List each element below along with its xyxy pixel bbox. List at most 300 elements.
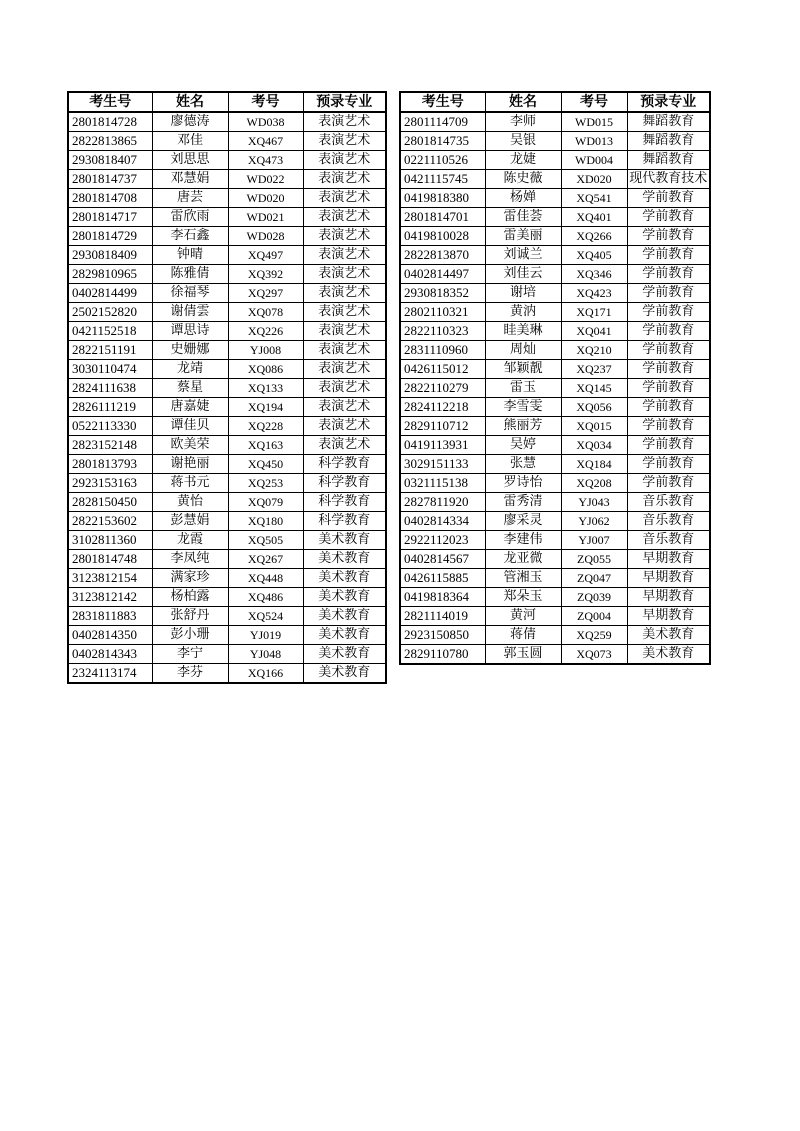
cell-exam-id: 0419810028: [400, 227, 485, 246]
cell-name: 吴银: [485, 132, 561, 151]
table-row: [400, 398, 710, 417]
cell-exam-number: YJ043: [561, 493, 627, 512]
table-row: [400, 645, 710, 665]
cell-exam-number: XQ401: [561, 208, 627, 227]
table-row: [68, 569, 386, 588]
cell-exam-id: 2827811920: [400, 493, 485, 512]
cell-exam-number: XQ266: [561, 227, 627, 246]
table-row: [68, 379, 386, 398]
header-exam-id: 考生号: [68, 92, 152, 112]
cell-name: 雷佳荟: [485, 208, 561, 227]
cell-exam-number: YJ062: [561, 512, 627, 531]
table-row: [68, 170, 386, 189]
table-row: [400, 626, 710, 645]
cell-exam-id: 2822110279: [400, 379, 485, 398]
cell-name: 郭玉圆: [485, 645, 561, 665]
cell-exam-number: XQ041: [561, 322, 627, 341]
cell-exam-id: 0421152518: [68, 322, 152, 341]
cell-major: 学前教育: [627, 360, 710, 379]
cell-name: 邹颖靓: [485, 360, 561, 379]
cell-exam-number: XQ056: [561, 398, 627, 417]
table-row: [68, 112, 386, 132]
cell-exam-number: XQ253: [228, 474, 303, 493]
cell-exam-number: XQ184: [561, 455, 627, 474]
cell-exam-number: XQ078: [228, 303, 303, 322]
cell-exam-id: 0221110526: [400, 151, 485, 170]
cell-name: 管湘玉: [485, 569, 561, 588]
cell-exam-id: 2826111219: [68, 398, 152, 417]
cell-major: 美术教育: [303, 569, 386, 588]
cell-exam-number: WD004: [561, 151, 627, 170]
cell-name: 李建伟: [485, 531, 561, 550]
cell-exam-id: 0419818364: [400, 588, 485, 607]
cell-major: 科学教育: [303, 493, 386, 512]
cell-name: 谢艳丽: [152, 455, 228, 474]
cell-name: 钟晴: [152, 246, 228, 265]
cell-major: 美术教育: [303, 550, 386, 569]
cell-exam-number: XQ133: [228, 379, 303, 398]
cell-name: 谢倩雲: [152, 303, 228, 322]
table-row: [400, 512, 710, 531]
cell-exam-number: ZQ039: [561, 588, 627, 607]
cell-exam-number: XQ145: [561, 379, 627, 398]
cell-name: 彭慧娟: [152, 512, 228, 531]
cell-exam-number: XQ171: [561, 303, 627, 322]
cell-major: 美术教育: [303, 645, 386, 664]
cell-major: 早期教育: [627, 607, 710, 626]
cell-major: 表演艺术: [303, 265, 386, 284]
table-row: [68, 512, 386, 531]
cell-name: 刘诚兰: [485, 246, 561, 265]
table-row: [400, 360, 710, 379]
table-row: [400, 607, 710, 626]
cell-exam-id: 0402814567: [400, 550, 485, 569]
table-row: [68, 531, 386, 550]
cell-major: 表演艺术: [303, 303, 386, 322]
cell-exam-number: XQ226: [228, 322, 303, 341]
cell-exam-id: 0402814497: [400, 265, 485, 284]
cell-exam-number: XD020: [561, 170, 627, 189]
cell-exam-id: 0402814334: [400, 512, 485, 531]
cell-major: 学前教育: [627, 341, 710, 360]
cell-major: 表演艺术: [303, 112, 386, 132]
cell-exam-id: 3123812154: [68, 569, 152, 588]
table-row: [68, 322, 386, 341]
cell-major: 学前教育: [627, 455, 710, 474]
cell-major: 表演艺术: [303, 208, 386, 227]
cell-exam-number: XQ346: [561, 265, 627, 284]
header-major: 预录专业: [627, 92, 710, 112]
cell-name: 周灿: [485, 341, 561, 360]
cell-name: 龙婕: [485, 151, 561, 170]
cell-exam-id: 0426115012: [400, 360, 485, 379]
cell-name: 谭思诗: [152, 322, 228, 341]
cell-exam-number: WD015: [561, 112, 627, 132]
cell-exam-number: XQ423: [561, 284, 627, 303]
cell-exam-number: YJ007: [561, 531, 627, 550]
table-row: [400, 436, 710, 455]
cell-exam-id: 0402814499: [68, 284, 152, 303]
cell-major: 学前教育: [627, 227, 710, 246]
cell-major: 科学教育: [303, 455, 386, 474]
header-exam-id: 考生号: [400, 92, 485, 112]
table-row: [68, 303, 386, 322]
table-row: [400, 588, 710, 607]
cell-exam-number: XQ450: [228, 455, 303, 474]
cell-name: 彭小珊: [152, 626, 228, 645]
table-row: [68, 645, 386, 664]
cell-name: 刘思思: [152, 151, 228, 170]
cell-exam-id: 2930818409: [68, 246, 152, 265]
cell-exam-id: 0426115885: [400, 569, 485, 588]
cell-exam-id: 2822813865: [68, 132, 152, 151]
cell-major: 美术教育: [627, 626, 710, 645]
cell-exam-id: 2923150850: [400, 626, 485, 645]
cell-exam-number: XQ259: [561, 626, 627, 645]
cell-name: 罗诗怡: [485, 474, 561, 493]
cell-exam-number: XQ473: [228, 151, 303, 170]
cell-name: 龙靖: [152, 360, 228, 379]
table-row: [68, 550, 386, 569]
cell-major: 表演艺术: [303, 379, 386, 398]
table-row: [400, 189, 710, 208]
cell-major: 早期教育: [627, 588, 710, 607]
cell-exam-id: 2930818352: [400, 284, 485, 303]
header-exam-number: 考号: [561, 92, 627, 112]
cell-name: 熊丽芳: [485, 417, 561, 436]
table-row: [68, 474, 386, 493]
cell-exam-id: 3029151133: [400, 455, 485, 474]
cell-major: 学前教育: [627, 436, 710, 455]
table-body-left: [68, 112, 386, 683]
cell-major: 表演艺术: [303, 132, 386, 151]
cell-exam-number: XQ180: [228, 512, 303, 531]
cell-exam-id: 0421115745: [400, 170, 485, 189]
table-row: [68, 398, 386, 417]
cell-name: 张慧: [485, 455, 561, 474]
table-row: [68, 493, 386, 512]
cell-major: 表演艺术: [303, 398, 386, 417]
cell-exam-number: XQ208: [561, 474, 627, 493]
table-row: [400, 112, 710, 132]
cell-major: 表演艺术: [303, 284, 386, 303]
cell-exam-id: 0402814343: [68, 645, 152, 664]
cell-exam-id: 0419818380: [400, 189, 485, 208]
cell-name: 吴婷: [485, 436, 561, 455]
cell-exam-id: 2824111638: [68, 379, 152, 398]
cell-exam-number: ZQ055: [561, 550, 627, 569]
cell-exam-id: 2822153602: [68, 512, 152, 531]
header-name: 姓名: [485, 92, 561, 112]
cell-exam-id: 2822813870: [400, 246, 485, 265]
cell-exam-id: 2930818407: [68, 151, 152, 170]
table-row: [400, 246, 710, 265]
table-body-right: [400, 112, 710, 664]
cell-name: 满家珍: [152, 569, 228, 588]
cell-exam-id: 2831811883: [68, 607, 152, 626]
cell-exam-number: WD021: [228, 208, 303, 227]
cell-major: 学前教育: [627, 208, 710, 227]
table-row: [400, 417, 710, 436]
cell-name: 雷秀清: [485, 493, 561, 512]
cell-name: 蒋书元: [152, 474, 228, 493]
table-row: [68, 227, 386, 246]
cell-exam-number: WD013: [561, 132, 627, 151]
cell-major: 表演艺术: [303, 227, 386, 246]
table-row: [68, 360, 386, 379]
cell-name: 雷美丽: [485, 227, 561, 246]
cell-exam-number: ZQ047: [561, 569, 627, 588]
cell-major: 科学教育: [303, 474, 386, 493]
cell-name: 蒋倩: [485, 626, 561, 645]
cell-major: 学前教育: [627, 265, 710, 284]
cell-name: 陈史薇: [485, 170, 561, 189]
cell-major: 美术教育: [303, 626, 386, 645]
cell-major: 舞蹈教育: [627, 132, 710, 151]
cell-exam-number: XQ086: [228, 360, 303, 379]
cell-exam-number: XQ392: [228, 265, 303, 284]
table-row: [400, 550, 710, 569]
table-row: [400, 151, 710, 170]
table-row: [68, 417, 386, 436]
table-row: [68, 664, 386, 684]
header-exam-number: 考号: [228, 92, 303, 112]
cell-exam-id: 3123812142: [68, 588, 152, 607]
cell-major: 早期教育: [627, 550, 710, 569]
cell-exam-id: 2801813793: [68, 455, 152, 474]
cell-exam-number: XQ505: [228, 531, 303, 550]
cell-exam-number: XQ497: [228, 246, 303, 265]
cell-exam-id: 2801814748: [68, 550, 152, 569]
cell-major: 学前教育: [627, 474, 710, 493]
table-row: [68, 588, 386, 607]
cell-major: 表演艺术: [303, 360, 386, 379]
cell-exam-id: 2801114709: [400, 112, 485, 132]
cell-name: 雷玉: [485, 379, 561, 398]
cell-exam-number: YJ048: [228, 645, 303, 664]
cell-exam-id: 2324113174: [68, 664, 152, 684]
table-row: [400, 132, 710, 151]
cell-name: 徐福琴: [152, 284, 228, 303]
table-row: [68, 626, 386, 645]
cell-major: 表演艺术: [303, 436, 386, 455]
table-row: [400, 379, 710, 398]
cell-exam-id: 0522113330: [68, 417, 152, 436]
cell-exam-number: XQ210: [561, 341, 627, 360]
cell-exam-id: 2801814735: [400, 132, 485, 151]
cell-name: 唐芸: [152, 189, 228, 208]
cell-exam-id: 2801814717: [68, 208, 152, 227]
table-row: [400, 455, 710, 474]
admission-table-right: [399, 91, 711, 665]
cell-name: 李雪雯: [485, 398, 561, 417]
table-row: [68, 341, 386, 360]
cell-exam-id: 2922112023: [400, 531, 485, 550]
cell-exam-number: XQ194: [228, 398, 303, 417]
cell-name: 谭佳贝: [152, 417, 228, 436]
cell-exam-id: 2801814729: [68, 227, 152, 246]
cell-name: 陈雅倩: [152, 265, 228, 284]
cell-major: 音乐教育: [627, 531, 710, 550]
table-row: [68, 132, 386, 151]
cell-major: 学前教育: [627, 398, 710, 417]
cell-exam-id: 2821114019: [400, 607, 485, 626]
cell-major: 美术教育: [627, 645, 710, 665]
cell-name: 谢培: [485, 284, 561, 303]
cell-name: 蔡星: [152, 379, 228, 398]
cell-name: 邓佳: [152, 132, 228, 151]
cell-name: 史姗娜: [152, 341, 228, 360]
cell-exam-number: XQ297: [228, 284, 303, 303]
cell-name: 李师: [485, 112, 561, 132]
cell-exam-id: 2801814708: [68, 189, 152, 208]
cell-major: 表演艺术: [303, 322, 386, 341]
table-row: [400, 265, 710, 284]
cell-exam-id: 2824112218: [400, 398, 485, 417]
cell-major: 现代教育技术: [627, 170, 710, 189]
cell-major: 美术教育: [303, 607, 386, 626]
cell-name: 黄汭: [485, 303, 561, 322]
table-header-row: [400, 92, 710, 112]
cell-name: 李石鑫: [152, 227, 228, 246]
cell-name: 廖采灵: [485, 512, 561, 531]
cell-name: 张舒丹: [152, 607, 228, 626]
cell-exam-number: XQ448: [228, 569, 303, 588]
cell-major: 舞蹈教育: [627, 151, 710, 170]
table-row: [400, 208, 710, 227]
cell-name: 李芬: [152, 664, 228, 684]
cell-name: 眭美琳: [485, 322, 561, 341]
cell-exam-id: 2802110321: [400, 303, 485, 322]
cell-name: 刘佳云: [485, 265, 561, 284]
cell-major: 表演艺术: [303, 341, 386, 360]
table-row: [68, 284, 386, 303]
table-row: [68, 607, 386, 626]
table-row: [400, 284, 710, 303]
cell-exam-number: XQ405: [561, 246, 627, 265]
cell-exam-number: XQ166: [228, 664, 303, 684]
cell-major: 学前教育: [627, 303, 710, 322]
cell-exam-id: 2822110323: [400, 322, 485, 341]
cell-name: 李宁: [152, 645, 228, 664]
cell-name: 龙霞: [152, 531, 228, 550]
cell-major: 表演艺术: [303, 151, 386, 170]
cell-exam-id: 0402814350: [68, 626, 152, 645]
cell-exam-number: XQ228: [228, 417, 303, 436]
cell-exam-number: XQ267: [228, 550, 303, 569]
cell-exam-id: 2801814737: [68, 170, 152, 189]
cell-exam-number: XQ486: [228, 588, 303, 607]
cell-exam-id: 2829110712: [400, 417, 485, 436]
cell-name: 邓慧娟: [152, 170, 228, 189]
cell-exam-id: 2502152820: [68, 303, 152, 322]
cell-major: 美术教育: [303, 664, 386, 684]
cell-name: 欧美荣: [152, 436, 228, 455]
cell-exam-number: XQ467: [228, 132, 303, 151]
cell-major: 美术教育: [303, 588, 386, 607]
cell-exam-number: WD022: [228, 170, 303, 189]
cell-exam-id: 2831110960: [400, 341, 485, 360]
table-row: [68, 436, 386, 455]
cell-major: 学前教育: [627, 379, 710, 398]
cell-exam-number: XQ073: [561, 645, 627, 665]
cell-name: 郑朵玉: [485, 588, 561, 607]
cell-name: 唐嘉婕: [152, 398, 228, 417]
table-row: [400, 531, 710, 550]
cell-exam-number: XQ541: [561, 189, 627, 208]
table-row: [68, 208, 386, 227]
cell-name: 黄河: [485, 607, 561, 626]
cell-exam-number: ZQ004: [561, 607, 627, 626]
cell-major: 音乐教育: [627, 493, 710, 512]
cell-name: 李凤纯: [152, 550, 228, 569]
cell-name: 廖德涛: [152, 112, 228, 132]
cell-exam-number: WD020: [228, 189, 303, 208]
cell-exam-id: 2829810965: [68, 265, 152, 284]
cell-exam-number: XQ237: [561, 360, 627, 379]
cell-name: 龙亚微: [485, 550, 561, 569]
table-row: [400, 322, 710, 341]
cell-major: 表演艺术: [303, 170, 386, 189]
cell-exam-number: XQ015: [561, 417, 627, 436]
cell-major: 学前教育: [627, 284, 710, 303]
table-row: [68, 265, 386, 284]
cell-major: 学前教育: [627, 246, 710, 265]
cell-exam-id: 0321115138: [400, 474, 485, 493]
cell-exam-number: YJ019: [228, 626, 303, 645]
cell-name: 雷欣雨: [152, 208, 228, 227]
cell-major: 科学教育: [303, 512, 386, 531]
header-major: 预录专业: [303, 92, 386, 112]
cell-exam-id: 2828150450: [68, 493, 152, 512]
cell-exam-number: XQ034: [561, 436, 627, 455]
cell-exam-id: 2801814701: [400, 208, 485, 227]
cell-name: 杨柏露: [152, 588, 228, 607]
cell-exam-id: 2923153163: [68, 474, 152, 493]
cell-major: 学前教育: [627, 189, 710, 208]
table-row: [68, 189, 386, 208]
table-row: [400, 303, 710, 322]
cell-exam-number: YJ008: [228, 341, 303, 360]
table-row: [400, 474, 710, 493]
cell-major: 表演艺术: [303, 417, 386, 436]
table-row: [68, 455, 386, 474]
cell-name: 杨婵: [485, 189, 561, 208]
cell-major: 早期教育: [627, 569, 710, 588]
cell-exam-number: XQ524: [228, 607, 303, 626]
cell-major: 表演艺术: [303, 246, 386, 265]
table-row: [400, 227, 710, 246]
cell-exam-number: WD038: [228, 112, 303, 132]
cell-name: 黄怡: [152, 493, 228, 512]
cell-exam-id: 2823152148: [68, 436, 152, 455]
table-row: [400, 341, 710, 360]
cell-exam-number: WD028: [228, 227, 303, 246]
cell-major: 舞蹈教育: [627, 112, 710, 132]
cell-exam-id: 3030110474: [68, 360, 152, 379]
cell-exam-id: 2801814728: [68, 112, 152, 132]
table-row: [400, 569, 710, 588]
table-header-row: [68, 92, 386, 112]
cell-exam-id: 2829110780: [400, 645, 485, 665]
cell-exam-number: XQ163: [228, 436, 303, 455]
cell-major: 表演艺术: [303, 189, 386, 208]
table-row: [68, 151, 386, 170]
admission-table-left: [67, 91, 387, 684]
header-name: 姓名: [152, 92, 228, 112]
table-row: [400, 170, 710, 189]
cell-major: 学前教育: [627, 322, 710, 341]
